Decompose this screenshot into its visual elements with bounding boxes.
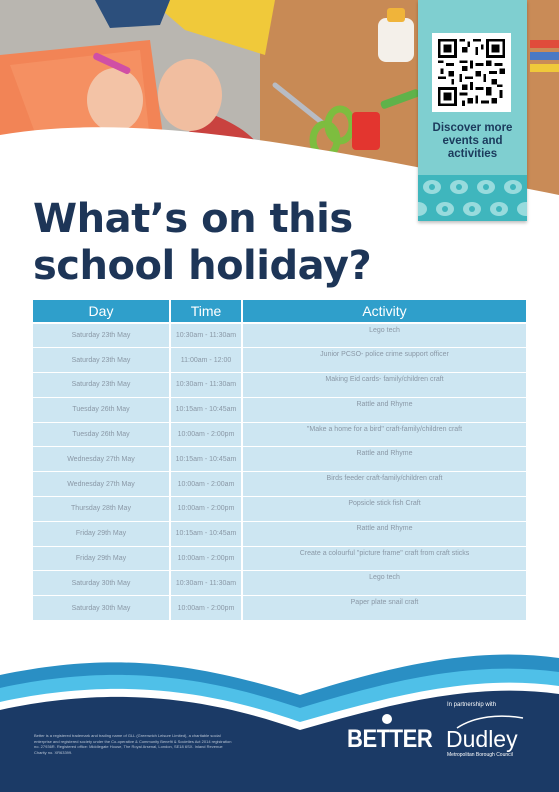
qr-caption-line2: events and xyxy=(442,135,503,147)
better-logo: BETTER xyxy=(347,725,433,753)
events-table-grid xyxy=(33,300,526,621)
cell-time: 10:30am - 11:30am xyxy=(170,323,242,348)
cell-activity: "Make a home for a bird" craft-family/children craft xyxy=(242,422,526,447)
cell-time: 10:30am - 11:30am xyxy=(170,571,242,596)
cell-time: 10:00am - 2:00pm xyxy=(170,422,242,447)
cell-time: 10:15am - 10:45am xyxy=(170,521,242,546)
events-table xyxy=(33,300,526,621)
cell-activity: Birds feeder craft-family/children craft xyxy=(242,472,526,497)
table-row xyxy=(33,422,526,447)
table-row xyxy=(33,497,526,522)
table-row xyxy=(33,348,526,373)
cell-day: Wednesday 27th May xyxy=(33,447,170,472)
cell-day: Saturday 23th May xyxy=(33,373,170,398)
cell-activity: Rattle and Rhyme xyxy=(242,521,526,546)
legal-text: Better is a registered trademark and trading name of GLL (Greenwich Leisure Limited), a charitable social enterprise and registered society under the Co-operative & Community Benefit & Societies Act 2014 registration no. 27936R. Registered office: Middlegate House, The Royal Arsenal, London, SE18 6SX. Inland Revenue Charity no. XR63399. xyxy=(34,733,232,755)
cell-activity: Paper plate snail craft xyxy=(242,596,526,621)
cell-time: 10:15am - 10:45am xyxy=(170,397,242,422)
page-title-line1: What’s on this xyxy=(33,196,353,242)
cell-day: Tuesday 26th May xyxy=(33,397,170,422)
cell-day: Saturday 30th May xyxy=(33,596,170,621)
table-row xyxy=(33,373,526,398)
table-row xyxy=(33,596,526,621)
cell-day: Friday 29th May xyxy=(33,546,170,571)
column-header-time: Time xyxy=(170,300,242,323)
table-row xyxy=(33,447,526,472)
cell-day: Saturday 30th May xyxy=(33,571,170,596)
cell-activity: Lego tech xyxy=(242,571,526,596)
qr-caption-line1: Discover more xyxy=(432,122,513,134)
cell-time: 10:00am - 2:00pm xyxy=(170,546,242,571)
table-row xyxy=(33,472,526,497)
cell-day: Saturday 23th May xyxy=(33,348,170,373)
table-body xyxy=(33,323,526,621)
column-header-day: Day xyxy=(33,300,170,323)
table-header-row xyxy=(33,300,526,323)
column-header-activity: Activity xyxy=(242,300,526,323)
cell-time: 11:00am - 12:00 xyxy=(170,348,242,373)
cell-time: 10:00am - 2:00pm xyxy=(170,596,242,621)
cell-day: Tuesday 26th May xyxy=(33,422,170,447)
cell-activity: Junior PCSO- police crime support officer xyxy=(242,348,526,373)
qr-panel xyxy=(418,0,527,221)
qr-caption-line3: activities xyxy=(447,148,498,160)
dudley-logo: Dudley xyxy=(446,726,518,752)
partner-text: In partnership with xyxy=(447,702,497,708)
cell-activity: Popsicle stick fish Craft xyxy=(242,497,526,522)
cell-time: 10:00am - 2:00pm xyxy=(170,497,242,522)
better-logo-dot xyxy=(382,714,392,724)
cell-activity: Rattle and Rhyme xyxy=(242,447,526,472)
cell-day: Wednesday 27th May xyxy=(33,472,170,497)
cell-day: Friday 29th May xyxy=(33,521,170,546)
table-row xyxy=(33,571,526,596)
table-row xyxy=(33,521,526,546)
cell-time: 10:15am - 10:45am xyxy=(170,447,242,472)
table-row xyxy=(33,546,526,571)
table-row xyxy=(33,323,526,348)
cell-activity: Lego tech xyxy=(242,323,526,348)
page-title-line2: school holiday? xyxy=(33,243,372,289)
cell-time: 10:30am - 11:30am xyxy=(170,373,242,398)
cell-day: Thursday 28th May xyxy=(33,497,170,522)
qr-code[interactable] xyxy=(432,33,511,112)
cell-activity: Rattle and Rhyme xyxy=(242,397,526,422)
cell-activity: Create a colourful "picture frame" craft from craft sticks xyxy=(242,546,526,571)
qr-code-icon xyxy=(438,39,505,106)
table-row xyxy=(33,397,526,422)
damask-pattern xyxy=(418,175,527,221)
page-title xyxy=(33,196,413,290)
cell-day: Saturday 23th May xyxy=(33,323,170,348)
cell-activity: Making Eid cards- family/children craft xyxy=(242,373,526,398)
dudley-subtitle: Metropolitan Borough Council xyxy=(447,752,513,758)
qr-caption xyxy=(422,122,523,161)
cell-time: 10:00am - 2:00am xyxy=(170,472,242,497)
